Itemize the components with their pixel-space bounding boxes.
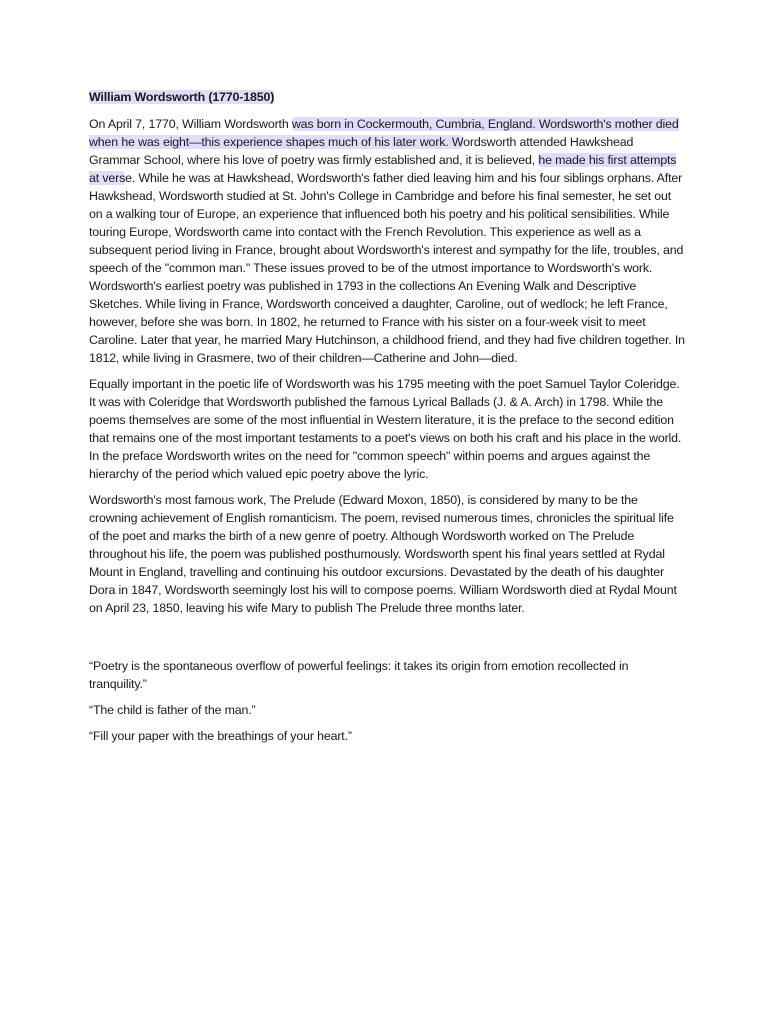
document-title	[89, 88, 687, 106]
biography-paragraphs	[89, 115, 687, 617]
paragraph-2	[89, 375, 687, 483]
quote-1: “Poetry is the spontaneous overflow of powerful feelings: it takes its origin from emotion recollected in tranquility.”	[89, 659, 629, 691]
document-body	[89, 88, 687, 753]
quotes-section	[89, 657, 687, 745]
paragraph-text: e. While he was at Hawkshead, Wordsworth's father died leaving him and his four siblings orphans. After Hawkshead, Wordsworth studied at St. John's College in Cambridge and before his final semester, he set out on a walking tour of Europe, an experience that influenced both his poetry and his political sensibilities. While touring Europe, Wordsworth came into contact with the French Revolution. This experience as well as a subsequent period living in France, brought about Wordsworth's interest and sympathy for the life, troubles, and speech of the "common man." These issues proved to be of the utmost importance to Wordsworth's work. Wordsworth's earliest poetry was published in 1793 in the collections An Evening Walk and Descriptive Sketches. While living in France, Wordsworth conceived a daughter, Caroline, out of wedlock; he left France, however, before she was born. In 1802, he returned to France with his sister on a four-week visit to meet Caroline. Later that year, he married Mary Hutchinson, a childhood friend, and they had five children together. In 1812, while living in Grasmere, two of their children—Catherine and John—died.	[89, 171, 685, 365]
paragraph-text: On April 7, 1770, William Wordsworth	[89, 117, 292, 131]
paragraph-3	[89, 491, 687, 617]
paragraph-1	[89, 115, 687, 367]
highlighted-text: was born in Cockermouth, Cumbria, England. Wordsworth's mother died when he was eight—this experience shapes much of his later work. W	[89, 117, 679, 149]
paragraph-text: Wordsworth's most famous work, The Prelude (Edward Moxon, 1850), is considered by many to be the crowning achievement of English romanticism. The poem, revised numerous times, chronicles the spiritual life of the poet and marks the birth of a new genre of poetry. Although Wordsworth worked on The Prelude throughout his life, the poem was published posthumously. Wordsworth spent his final years settled at Rydal Mount in England, travelling and continuing his outdoor excursions. Devastated by the death of his daughter Dora in 1847, Wordsworth seemingly lost his will to compose poems. William Wordsworth died at Rydal Mount on April 23, 1850, leaving his wife Mary to publish The Prelude three months later.	[89, 493, 677, 615]
quote-2: “The child is father of the man.”	[89, 703, 256, 717]
title-highlight: William Wordsworth (1770-1850)	[89, 90, 275, 104]
paragraph-text: ordsworth attended Hawkshead Grammar School, where his love of poetry was firmly established and, it is believed,	[89, 135, 634, 167]
highlighted-text: he made his first attempts at vers	[89, 153, 677, 185]
quote-3: “Fill your paper with the breathings of your heart.”	[89, 729, 352, 743]
paragraph-text: Equally important in the poetic life of Wordsworth was his 1795 meeting with the poet Samuel Taylor Coleridge. It was with Coleridge that Wordsworth published the famous Lyrical Ballads (J. & A. Arch) in 1798. While the poems themselves are some of the most influential in Western literature, it is the preface to the second edition that remains one of the most important testaments to a poet's views on both his craft and his place in the world. In the preface Wordsworth writes on the need for "common speech" within poems and argues against the hierarchy of the period which valued epic poetry above the lyric.	[89, 377, 682, 481]
